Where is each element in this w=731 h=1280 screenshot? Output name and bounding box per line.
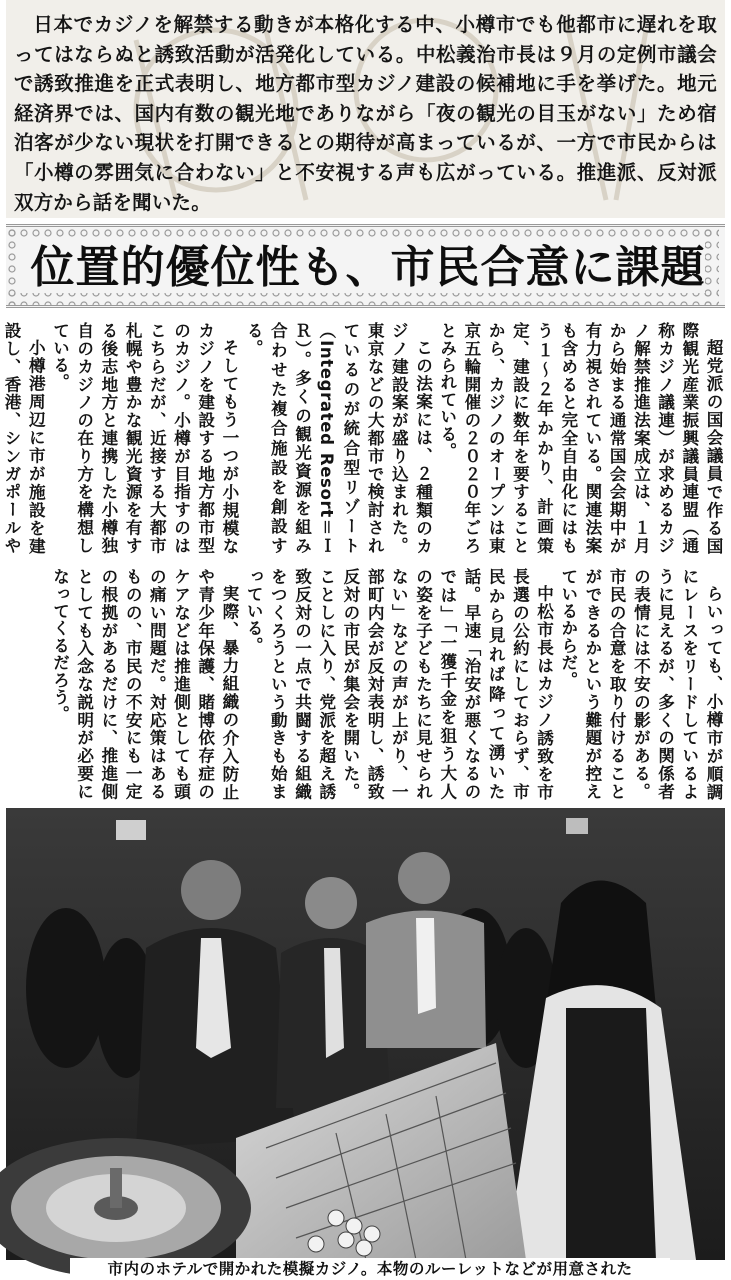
- lead-text: 日本でカジノを解禁する動きが本格化する中、小樽市でも他都市に遅れを取ってはならぬと誘致活動が活発化している。中松義治市長は９月の定例市議会で誘致推進を正式表明し、地方都市型カジノ建設の候補地に手を挙げた。地元経済界では、国内有数の観光地でありながら「夜の観光の目玉がない」ため宿泊客が少ない現状を打開できるとの期待が高まっているが、一方で市民からは「小樽の雰囲気に合わない」と不安視する声も広がっている。推進派、反対派双方から話を聞いた。: [14, 13, 717, 214]
- article-body: [2, 322, 725, 802]
- body-paragraph: 超党派の国会議員で作る国際観光産業振興議員連盟（通称カジノ議連）が求めるカジノ解禁推進法案成立は、１月から始まる通常国会会期中が有力視されている。関連法案も含めると完全自由化にはもう１〜２年かかり、計画策定、建設に数年を要することから、カジノのオープンは東京五輪開催の２０２０年ごろとみられている。: [437, 322, 723, 554]
- headline: 位置的優位性も、市民合意に課題: [30, 242, 706, 293]
- mock-casino-photo-icon: [6, 808, 725, 1260]
- headline-band: [6, 224, 725, 308]
- lead-block: [6, 0, 725, 218]
- body-paragraph: らいっても、小樽市が順調にレースをリードしているように見えるが、多くの関係者の表情には不安の影がある。市民の合意を取り付けることができるかという難題が控えているからだ。: [558, 568, 723, 800]
- photo-caption: 市内のホテルで開かれた模擬カジノ。本物のルーレットなどが用意された: [70, 1258, 670, 1280]
- body-paragraph: この法案には、２種類のカジノ建設案が盛り込まれた。東京などの大都市で検討されているのが統合型リゾート（Integrated Resort＝ＩＲ）。多くの観光資源を組み合わせた複合施設を創設する。: [244, 322, 433, 554]
- body-tier-top: [2, 322, 725, 554]
- body-tier-bottom: [10, 568, 725, 800]
- casino-photo: [6, 808, 725, 1260]
- body-paragraph: 小樽港周辺に市が施設を建設し、香港、シンガポールや: [2, 322, 46, 554]
- body-paragraph: そしてもう一つが小規模なカジノを建設する地方都市型のカジノ。小樽が目指すのはこちらだが、近接する大都市札幌や豊かな観光資源を有する後志地方と連携した小樽独自のカジノの在り方を構想している。: [50, 322, 239, 554]
- body-paragraph: 実際、暴力組織の介入防止や青少年保護、賭博依存症のケアなどは推進側としても頭の痛い問題だ。対応策はあるものの、市民の不安にも一定の根拠があるだけに、推進側としても入念な説明が必要になってくるだろう。: [50, 568, 239, 800]
- body-paragraph: 中松市長はカジノ誘致を市長選の公約にしておらず、市民から見れば降って湧いた話。早速「治安が悪くなるのでは」「一獲千金を狙う大人の姿を子どもたちに見せられない」などの声が上がり、一部町内会が反対表明し、誘致反対の市民が集会を開いた。ことしに入り、党派を超え誘致反対の一点で共闘する組織をつくろうという動きも始まっている。: [244, 568, 554, 800]
